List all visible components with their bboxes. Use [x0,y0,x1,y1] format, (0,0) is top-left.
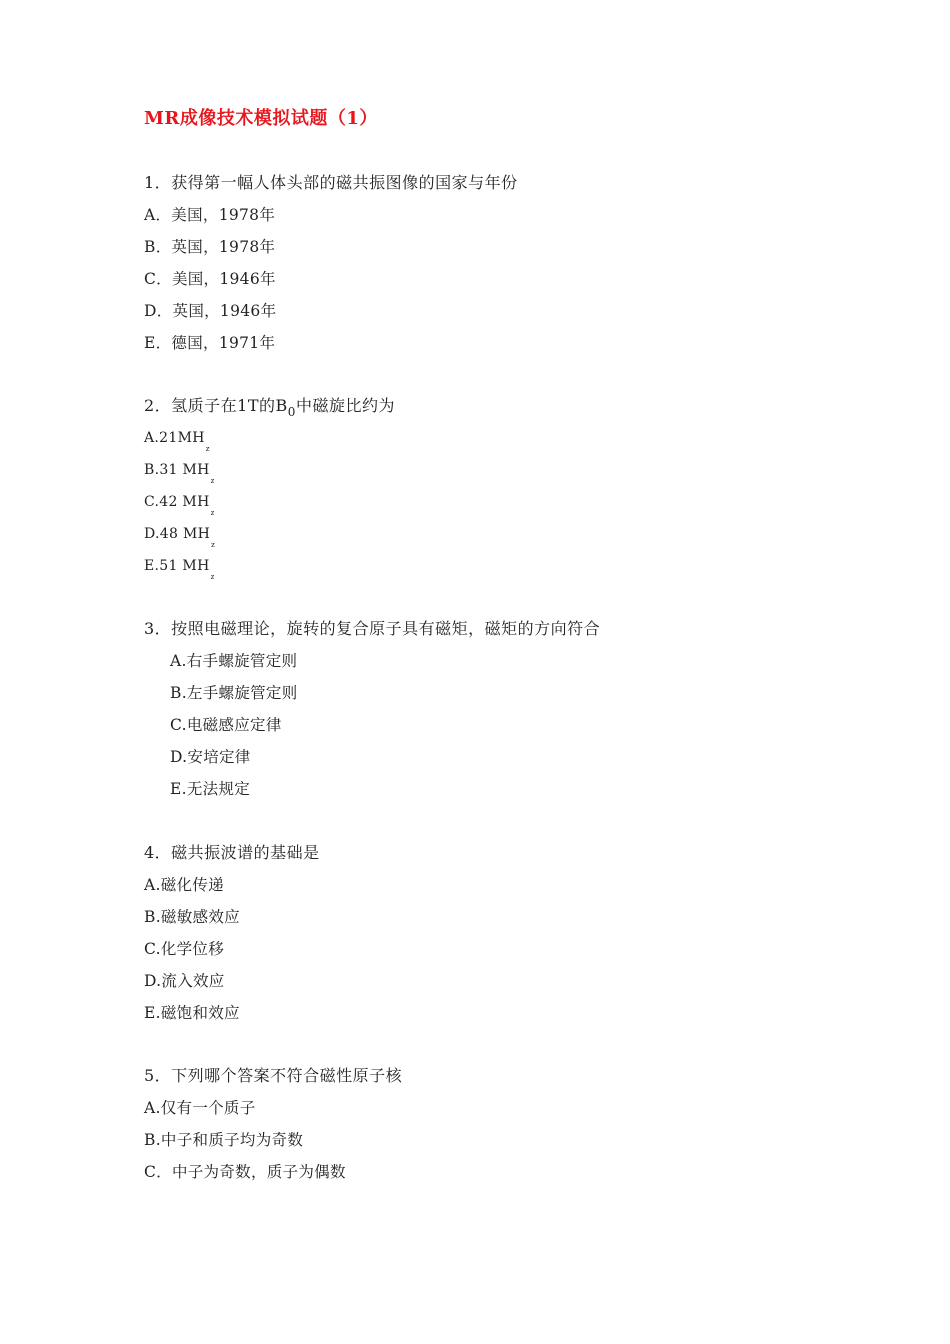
question-3 [144,613,600,805]
option-b [144,454,395,486]
option-c: C．美国，1946年 [144,270,276,288]
option-c: C．中子为奇数，质子为偶数 [144,1163,346,1181]
option-d: D.流入效应 [144,972,225,990]
option-a: A．美国，1978年 [144,206,276,224]
option-text: D.48 MH [144,526,211,542]
option-text: C.42 MH [144,494,210,510]
option-subscript: z [210,477,215,485]
document-title: MR成像技术模拟试题（1） [144,108,378,129]
question-stem [144,390,395,422]
question-2 [144,390,395,582]
option-subscript: z [211,541,216,549]
option-b: B．英国，1978年 [144,238,276,256]
option-d: D.安培定律 [170,748,251,766]
option-text: A.21MH [144,430,205,446]
option-b: B.中子和质子均为奇数 [144,1131,304,1149]
option-b: B.磁敏感效应 [144,908,240,926]
option-d [144,518,395,550]
stem-text: 2．氢质子在1T的B [144,396,288,415]
option-c: C.电磁感应定律 [170,716,282,734]
question-5 [144,1060,402,1188]
question-stem: 1．获得第一幅人体头部的磁共振图像的国家与年份 [144,173,518,192]
option-c: C.化学位移 [144,940,225,958]
option-e: E．德国，1971年 [144,334,276,352]
question-stem: 4．磁共振波谱的基础是 [144,843,320,862]
option-subscript: z [205,445,210,453]
stem-subscript: 0 [287,405,296,419]
option-text: B.31 MH [144,462,210,478]
option-a: A.右手螺旋管定则 [170,652,298,670]
option-subscript: z [210,573,215,581]
option-d: D．英国，1946年 [144,302,277,320]
option-e: E.无法规定 [170,780,251,798]
option-e: E.磁饱和效应 [144,1004,240,1022]
option-a: A.仅有一个质子 [144,1099,256,1117]
option-text: E.51 MH [144,558,210,574]
question-stem: 5．下列哪个答案不符合磁性原子核 [144,1066,403,1085]
option-c [144,486,395,518]
stem-text-end: 中磁旋比约为 [295,396,395,415]
option-e [144,550,395,582]
option-a: A.磁化传递 [144,876,224,894]
question-4 [144,837,320,1029]
option-a [144,422,395,454]
option-subscript: z [210,509,215,517]
question-1 [144,167,518,359]
question-stem: 3．按照电磁理论，旋转的复合原子具有磁矩，磁矩的方向符合 [144,619,601,638]
option-b: B.左手螺旋管定则 [170,684,298,702]
